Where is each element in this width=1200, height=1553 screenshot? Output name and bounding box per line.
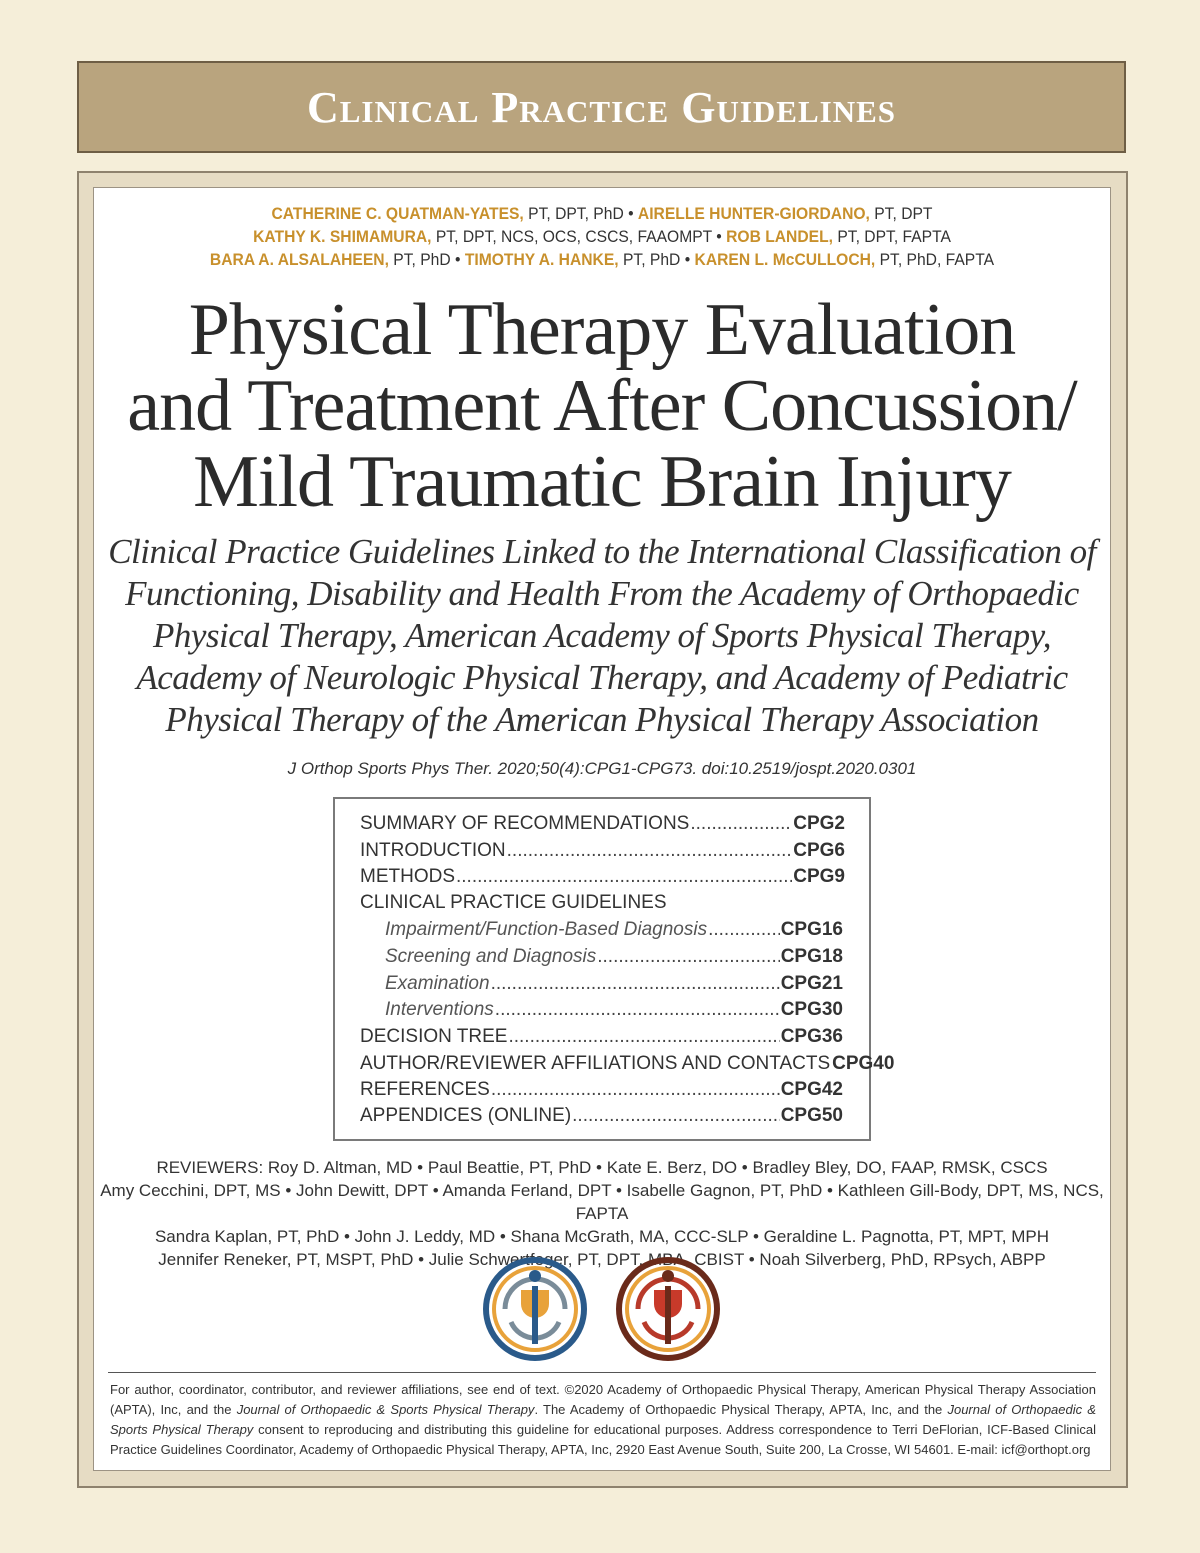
- journal-name: Journal of Orthopaedic & Sports Physical Therapy: [236, 1402, 535, 1417]
- toc-label: METHODS: [360, 866, 455, 887]
- separator: •: [680, 250, 695, 269]
- subtitle-line: Academy of Neurologic Physical Therapy, and Academy of Pediatric: [136, 658, 1068, 697]
- toc-label: SUMMARY OF RECOMMENDATIONS: [360, 813, 690, 834]
- banner-title: Clinical Practice Guidelines: [306, 82, 897, 132]
- toc-leader: [491, 1079, 780, 1101]
- toc-leader: [708, 919, 780, 941]
- reviewers-block: [93, 1156, 1111, 1271]
- document-subtitle: [93, 531, 1111, 741]
- author-name: TIMOTHY A. HANKE,: [464, 250, 619, 269]
- subtitle-line: Physical Therapy, American Academy of Sports Physical Therapy,: [153, 616, 1051, 655]
- toc-item-references[interactable]: [360, 1079, 843, 1101]
- toc-label: AUTHOR/REVIEWER AFFILIATIONS AND CONTACTS: [360, 1053, 831, 1074]
- toc-leader: [572, 1105, 780, 1127]
- author-name: CATHERINE C. QUATMAN-YATES,: [271, 204, 524, 223]
- toc-page: CPG16: [780, 919, 843, 940]
- footer-divider: [108, 1372, 1096, 1373]
- toc-page: CPG50: [780, 1105, 843, 1126]
- footer-text: . The Academy of Orthopaedic Physical Therapy, APTA, Inc, and the: [534, 1402, 948, 1417]
- author-name: AIRELLE HUNTER-GIORDANO,: [637, 204, 870, 223]
- reviewers-line: Amy Cecchini, DPT, MS • John Dewitt, DPT • Amanda Ferland, DPT • Isabelle Gagnon, PT, PhD • Kathleen Gill-Body, DPT, MS, NCS, FAPTA: [100, 1181, 1104, 1223]
- toc-label: Interventions: [385, 999, 494, 1020]
- toc-item-summary[interactable]: [360, 813, 845, 835]
- toc-page: CPG2: [793, 813, 845, 834]
- footer-notice: [110, 1380, 1096, 1460]
- separator: •: [450, 250, 465, 269]
- toc-item-introduction[interactable]: [360, 840, 845, 862]
- toc-leader: [491, 973, 780, 995]
- author-credentials: PT, PhD, FAPTA: [875, 250, 995, 269]
- toc-page: CPG40: [832, 1053, 895, 1074]
- toc-leader: [690, 813, 792, 835]
- citation: J Orthop Sports Phys Ther. 2020;50(4):CPG1-CPG73. doi:10.2519/jospt.2020.0301: [287, 759, 917, 778]
- author-name: KATHY K. SHIMAMURA,: [253, 227, 432, 246]
- author-credentials: PT, DPT, FAPTA: [832, 227, 951, 246]
- toc-label: REFERENCES: [360, 1079, 490, 1100]
- title-line: Physical Therapy Evaluation: [188, 289, 1016, 371]
- toc-item-examination[interactable]: [385, 973, 843, 995]
- academy-logos: [483, 1256, 723, 1366]
- toc-item-appendices[interactable]: [360, 1105, 843, 1127]
- toc-item-affiliations[interactable]: [360, 1053, 895, 1075]
- author-credentials: PT, DPT: [869, 204, 933, 223]
- separator: •: [623, 204, 638, 223]
- author-credentials: PT, DPT, PhD: [523, 204, 624, 223]
- toc-page: CPG9: [793, 866, 845, 887]
- subtitle-line: Physical Therapy of the American Physical Therapy Association: [165, 700, 1039, 739]
- subtitle-line: Clinical Practice Guidelines Linked to the International Classification of: [108, 532, 1096, 571]
- toc-page: CPG18: [780, 946, 843, 967]
- toc-page: CPG42: [780, 1079, 843, 1100]
- reviewers-line: Sandra Kaplan, PT, PhD • John J. Leddy, MD • Shana McGrath, MA, CCC-SLP • Geraldine L. Pagnotta, PT, MPT, MPH: [154, 1227, 1050, 1246]
- blue-academy-logo-icon: [486, 1260, 584, 1358]
- title-line: Mild Traumatic Brain Injury: [193, 441, 1011, 523]
- toc-item-decision-tree[interactable]: [360, 1026, 843, 1048]
- toc-page: CPG21: [780, 973, 843, 994]
- toc-page: CPG36: [780, 1026, 843, 1047]
- toc-page: CPG6: [793, 840, 845, 861]
- toc-leader: [507, 840, 793, 862]
- toc-label: Screening and Diagnosis: [385, 946, 597, 967]
- header-banner: [77, 61, 1126, 153]
- title-line: and Treatment After Concussion/: [127, 365, 1077, 447]
- table-of-contents: [333, 797, 895, 1141]
- authors-line-3: [134, 248, 1071, 271]
- red-academy-logo-icon: [619, 1260, 717, 1358]
- authors-line-2: [134, 225, 1071, 248]
- footer-text: consent to reproducing and distributing this guideline for educational purposes. Address correspondence to Terri DeFlorian, ICF-Based Clinical Practice Guidelines Coordinator, Academy of Orthopaedic Physical Therapy, APTA, Inc, 2920 East Avenue South, Suite 200, La Crosse, WI 54601. E-mail: icf@orthopt.org: [110, 1422, 1096, 1457]
- document-title: [93, 289, 1111, 523]
- toc-leader: [597, 946, 779, 968]
- author-credentials: PT, PhD: [388, 250, 451, 269]
- reviewers-line: Jennifer Reneker, PT, MSPT, PhD • Julie Schwertfeger, PT, DPT, MBA, CBIST • Noah Silverberg, PhD, RPsych, ABPP: [158, 1250, 1046, 1269]
- separator: •: [711, 227, 727, 246]
- toc-item-methods[interactable]: [360, 866, 845, 888]
- author-credentials: PT, PhD: [618, 250, 681, 269]
- toc-item-interventions[interactable]: [385, 999, 843, 1021]
- authors-block: [134, 202, 1071, 271]
- toc-label: CLINICAL PRACTICE GUIDELINES: [360, 892, 667, 913]
- authors-line-1: [134, 202, 1071, 225]
- footer-text: For author, coordinator, contributor, and reviewer affiliations, see end of text. ©2020 Academy of Orthopaedic Physical Therapy, American Physical Therapy Association (APTA), Inc, and the: [110, 1382, 1096, 1417]
- toc-item-screening-diagnosis[interactable]: [385, 946, 843, 968]
- toc-page: CPG30: [780, 999, 843, 1020]
- reviewers-line: REVIEWERS: Roy D. Altman, MD • Paul Beattie, PT, PhD • Kate E. Berz, DO • Bradley Bley, DO, FAAP, RMSK, CSCS: [156, 1158, 1048, 1177]
- toc-leader: [508, 1026, 779, 1048]
- toc-label: Examination: [385, 973, 490, 994]
- toc-leader: [495, 999, 780, 1021]
- toc-leader: [456, 866, 792, 888]
- author-name: ROB LANDEL,: [726, 227, 833, 246]
- toc-item-clinical-practice-guidelines[interactable]: [360, 892, 845, 914]
- toc-label: APPENDICES (ONLINE): [360, 1105, 572, 1126]
- toc-label: INTRODUCTION: [360, 840, 506, 861]
- toc-label: Impairment/Function-Based Diagnosis: [385, 919, 708, 940]
- author-name: KAREN L. McCULLOCH,: [694, 250, 876, 269]
- author-credentials: PT, DPT, NCS, OCS, CSCS, FAAOMPT: [431, 227, 712, 246]
- toc-item-impairment-diagnosis[interactable]: [385, 919, 843, 941]
- subtitle-line: Functioning, Disability and Health From the Academy of Orthopaedic: [125, 574, 1079, 613]
- author-name: BARA A. ALSALAHEEN,: [209, 250, 389, 269]
- journal-name: Journal of Orthopaedic & Sports Physical Therapy: [110, 1402, 1096, 1437]
- toc-label: DECISION TREE: [360, 1026, 508, 1047]
